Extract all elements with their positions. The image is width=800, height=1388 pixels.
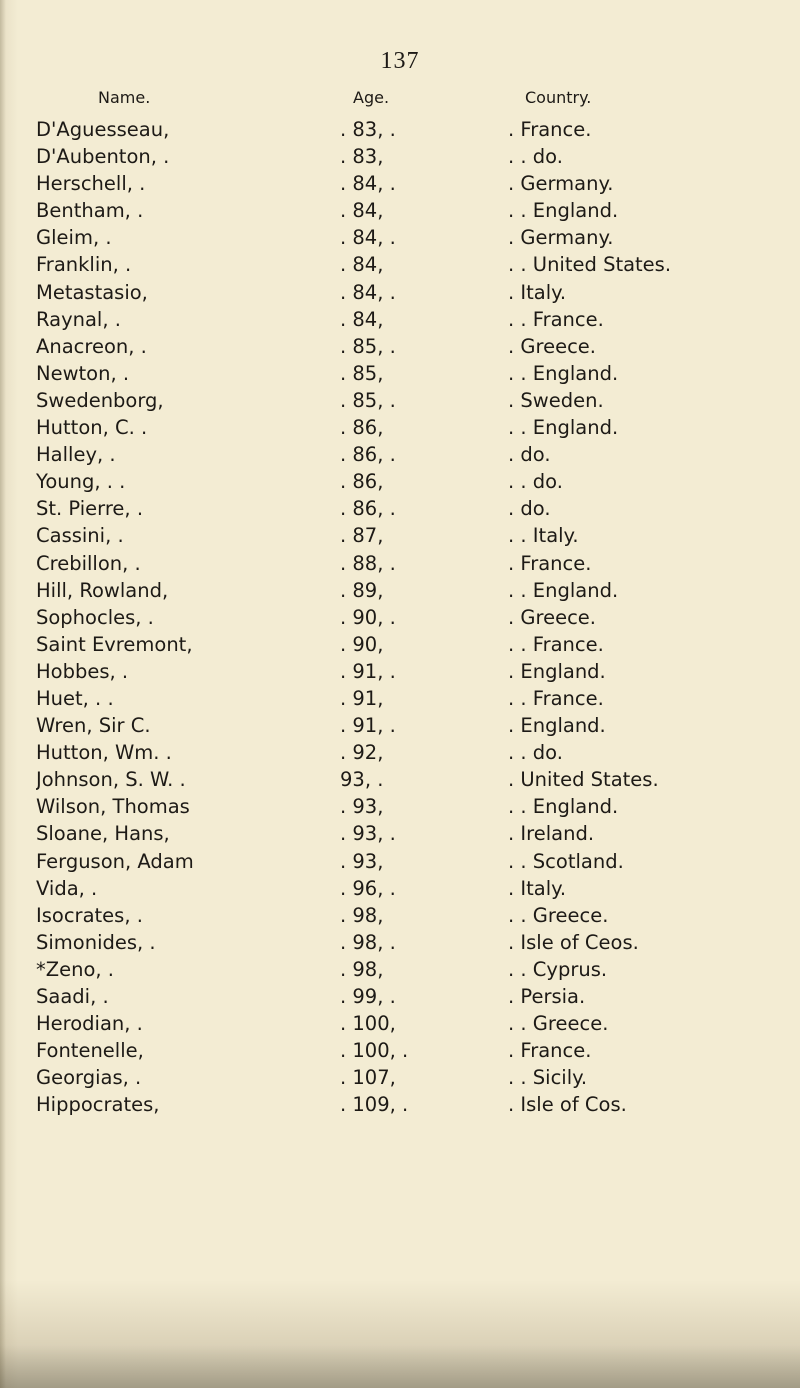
row-age: . 91, . (340, 714, 396, 738)
row-name: Saint Evremont, (36, 632, 193, 656)
row-country: . . France. (508, 686, 604, 710)
row-name: Johnson, S. W. . (36, 768, 186, 792)
table-row (0, 116, 800, 143)
table-row (0, 766, 800, 793)
row-age: . 88, . (340, 551, 396, 575)
table-row (0, 360, 800, 387)
row-country: . . England. (508, 416, 619, 440)
row-age: . 84, (340, 307, 384, 331)
row-age: . 99, . (340, 985, 396, 1008)
table-header (0, 88, 800, 116)
row-name: Ferguson, Adam (36, 849, 194, 873)
row-name: Raynal, . (36, 307, 121, 331)
row-name: Herodian, . (36, 1012, 143, 1036)
row-age: . 93, (340, 795, 384, 819)
row-country: . Greece. (508, 334, 597, 358)
row-country: . France. (508, 118, 592, 141)
row-country: . Sweden. (508, 388, 604, 412)
table-row (0, 848, 800, 875)
row-country: . . Greece. (508, 903, 609, 927)
row-country: . . France. (508, 307, 604, 331)
row-name: Hill, Rowland, (36, 578, 169, 602)
row-name: Hutton, C. . (36, 416, 148, 440)
table-row (0, 414, 800, 441)
table-row (0, 793, 800, 820)
row-age: . 93, (340, 849, 384, 873)
row-age: . 84, . (340, 280, 396, 304)
table-row (0, 197, 800, 224)
table-row (0, 577, 800, 604)
row-age: . 83, (340, 145, 384, 169)
row-country: . Ireland. (508, 822, 595, 846)
row-name: D'Aubenton, . (36, 145, 170, 169)
row-age: . 85, . (340, 334, 396, 358)
table-row (0, 550, 800, 577)
row-country: . Isle of Ceos. (508, 930, 639, 954)
row-age: . 86, . (340, 497, 396, 521)
row-name: Swedenborg, (36, 388, 164, 412)
row-country: . . Sicily. (508, 1066, 588, 1090)
row-name: Bentham, . (36, 199, 144, 223)
table-row (0, 875, 800, 902)
row-age: . 89, (340, 578, 384, 602)
row-country: . . Greece. (508, 1012, 609, 1036)
row-name: Anacreon, . (36, 334, 147, 358)
row-name: Vida, . (36, 876, 98, 900)
table-row (0, 902, 800, 929)
row-country: . Isle of Cos. (508, 1093, 627, 1117)
table-row (0, 387, 800, 414)
table-row (0, 820, 800, 847)
row-age: . 84, (340, 199, 384, 223)
header-age: Age. (353, 88, 390, 107)
row-age: . 98, . (340, 930, 396, 954)
longevity-table (0, 116, 800, 1118)
table-row (0, 929, 800, 956)
row-name: Crebillon, . (36, 551, 141, 575)
table-row (0, 251, 800, 278)
row-name: Simonides, . (36, 930, 156, 954)
row-age: . 87, (340, 524, 384, 548)
row-age: . 93, . (340, 822, 396, 846)
row-country: . . do. (508, 741, 563, 765)
row-name: Young, . . (36, 470, 126, 494)
table-row (0, 685, 800, 712)
row-age: . 100, (340, 1012, 396, 1036)
row-age: . 92, (340, 741, 384, 765)
row-name: Isocrates, . (36, 903, 143, 927)
row-country: . . England. (508, 578, 619, 602)
row-country: . Italy. (508, 876, 567, 900)
table-row (0, 143, 800, 170)
table-row (0, 1064, 800, 1091)
page-bottom-shadow (0, 1345, 800, 1388)
row-name: Hutton, Wm. . (36, 741, 172, 765)
row-country: . United States. (508, 768, 659, 792)
row-age: . 86, . (340, 443, 396, 467)
row-country: . . England. (508, 795, 619, 819)
row-name: Metastasio, (36, 280, 148, 304)
row-age: . 109, . (340, 1093, 409, 1117)
row-country: . England. (508, 659, 606, 683)
row-country: . . England. (508, 361, 619, 385)
table-row (0, 495, 800, 522)
row-age: . 96, . (340, 876, 396, 900)
row-name: Sophocles, . (36, 605, 154, 629)
row-country: . . United States. (508, 253, 672, 277)
row-country: . . Cyprus. (508, 957, 608, 981)
row-country: . Persia. (508, 985, 586, 1008)
row-country: . . do. (508, 470, 563, 494)
table-row (0, 983, 800, 1010)
table-row (0, 1037, 800, 1064)
table-row (0, 1010, 800, 1037)
table-row (0, 604, 800, 631)
row-name: Franklin, . (36, 253, 132, 277)
header-name: Name. (98, 88, 151, 107)
row-age: . 84, . (340, 226, 396, 250)
table-row (0, 306, 800, 333)
row-name: Newton, . (36, 361, 130, 385)
row-country: . Germany. (508, 172, 614, 196)
row-age: . 84, . (340, 172, 396, 196)
row-age: . 107, (340, 1066, 396, 1090)
row-age: . 98, (340, 957, 384, 981)
row-age: . 85, (340, 361, 384, 385)
table-row (0, 333, 800, 360)
row-name: Hobbes, . (36, 659, 129, 683)
row-country: . Greece. (508, 605, 597, 629)
row-age: . 86, (340, 470, 384, 494)
table-row (0, 631, 800, 658)
row-name: Wren, Sir C. (36, 714, 151, 738)
row-name: Gleim, . (36, 226, 112, 250)
row-name: Cassini, . (36, 524, 124, 548)
table-row (0, 170, 800, 197)
row-country: . do. (508, 443, 551, 467)
header-country: Country. (525, 88, 592, 107)
row-country: . Italy. (508, 280, 567, 304)
row-name: Herschell, . (36, 172, 146, 196)
row-age: . 83, . (340, 118, 396, 141)
table-row (0, 279, 800, 306)
row-age: . 85, . (340, 388, 396, 412)
row-name: Sloane, Hans, (36, 822, 170, 846)
row-country: . England. (508, 714, 606, 738)
table-row (0, 468, 800, 495)
row-country: . France. (508, 1039, 592, 1063)
row-name: Fontenelle, (36, 1039, 144, 1063)
table-row (0, 658, 800, 685)
table-row (0, 522, 800, 549)
row-age: . 100, . (340, 1039, 409, 1063)
row-name: Georgias, . (36, 1066, 142, 1090)
row-name: Saadi, . (36, 985, 109, 1008)
row-country: . . do. (508, 145, 563, 169)
table-row (0, 441, 800, 468)
row-name: Hippocrates, (36, 1093, 160, 1117)
row-age: . 98, (340, 903, 384, 927)
row-name: D'Aguesseau, (36, 118, 170, 141)
row-country: . do. (508, 497, 551, 521)
row-age: . 91, (340, 686, 384, 710)
table-row (0, 956, 800, 983)
row-country: . Germany. (508, 226, 614, 250)
row-name: Wilson, Thomas (36, 795, 190, 819)
row-name: Halley, . (36, 443, 116, 467)
row-age: . 84, (340, 253, 384, 277)
table-row (0, 712, 800, 739)
row-name: *Zeno, . (36, 957, 114, 981)
row-name: Huet, . . (36, 686, 114, 710)
row-country: . France. (508, 551, 592, 575)
table-row (0, 1091, 800, 1118)
row-age: . 86, (340, 416, 384, 440)
row-country: . . Italy. (508, 524, 579, 548)
table-row (0, 224, 800, 251)
row-age: . 90, (340, 632, 384, 656)
row-name: St. Pierre, . (36, 497, 144, 521)
row-age: . 90, . (340, 605, 396, 629)
table-row (0, 739, 800, 766)
row-age: 93, . (340, 768, 384, 792)
page-number: 137 (380, 48, 420, 74)
row-country: . . France. (508, 632, 604, 656)
row-country: . . England. (508, 199, 619, 223)
row-country: . . Scotland. (508, 849, 624, 873)
row-age: . 91, . (340, 659, 396, 683)
